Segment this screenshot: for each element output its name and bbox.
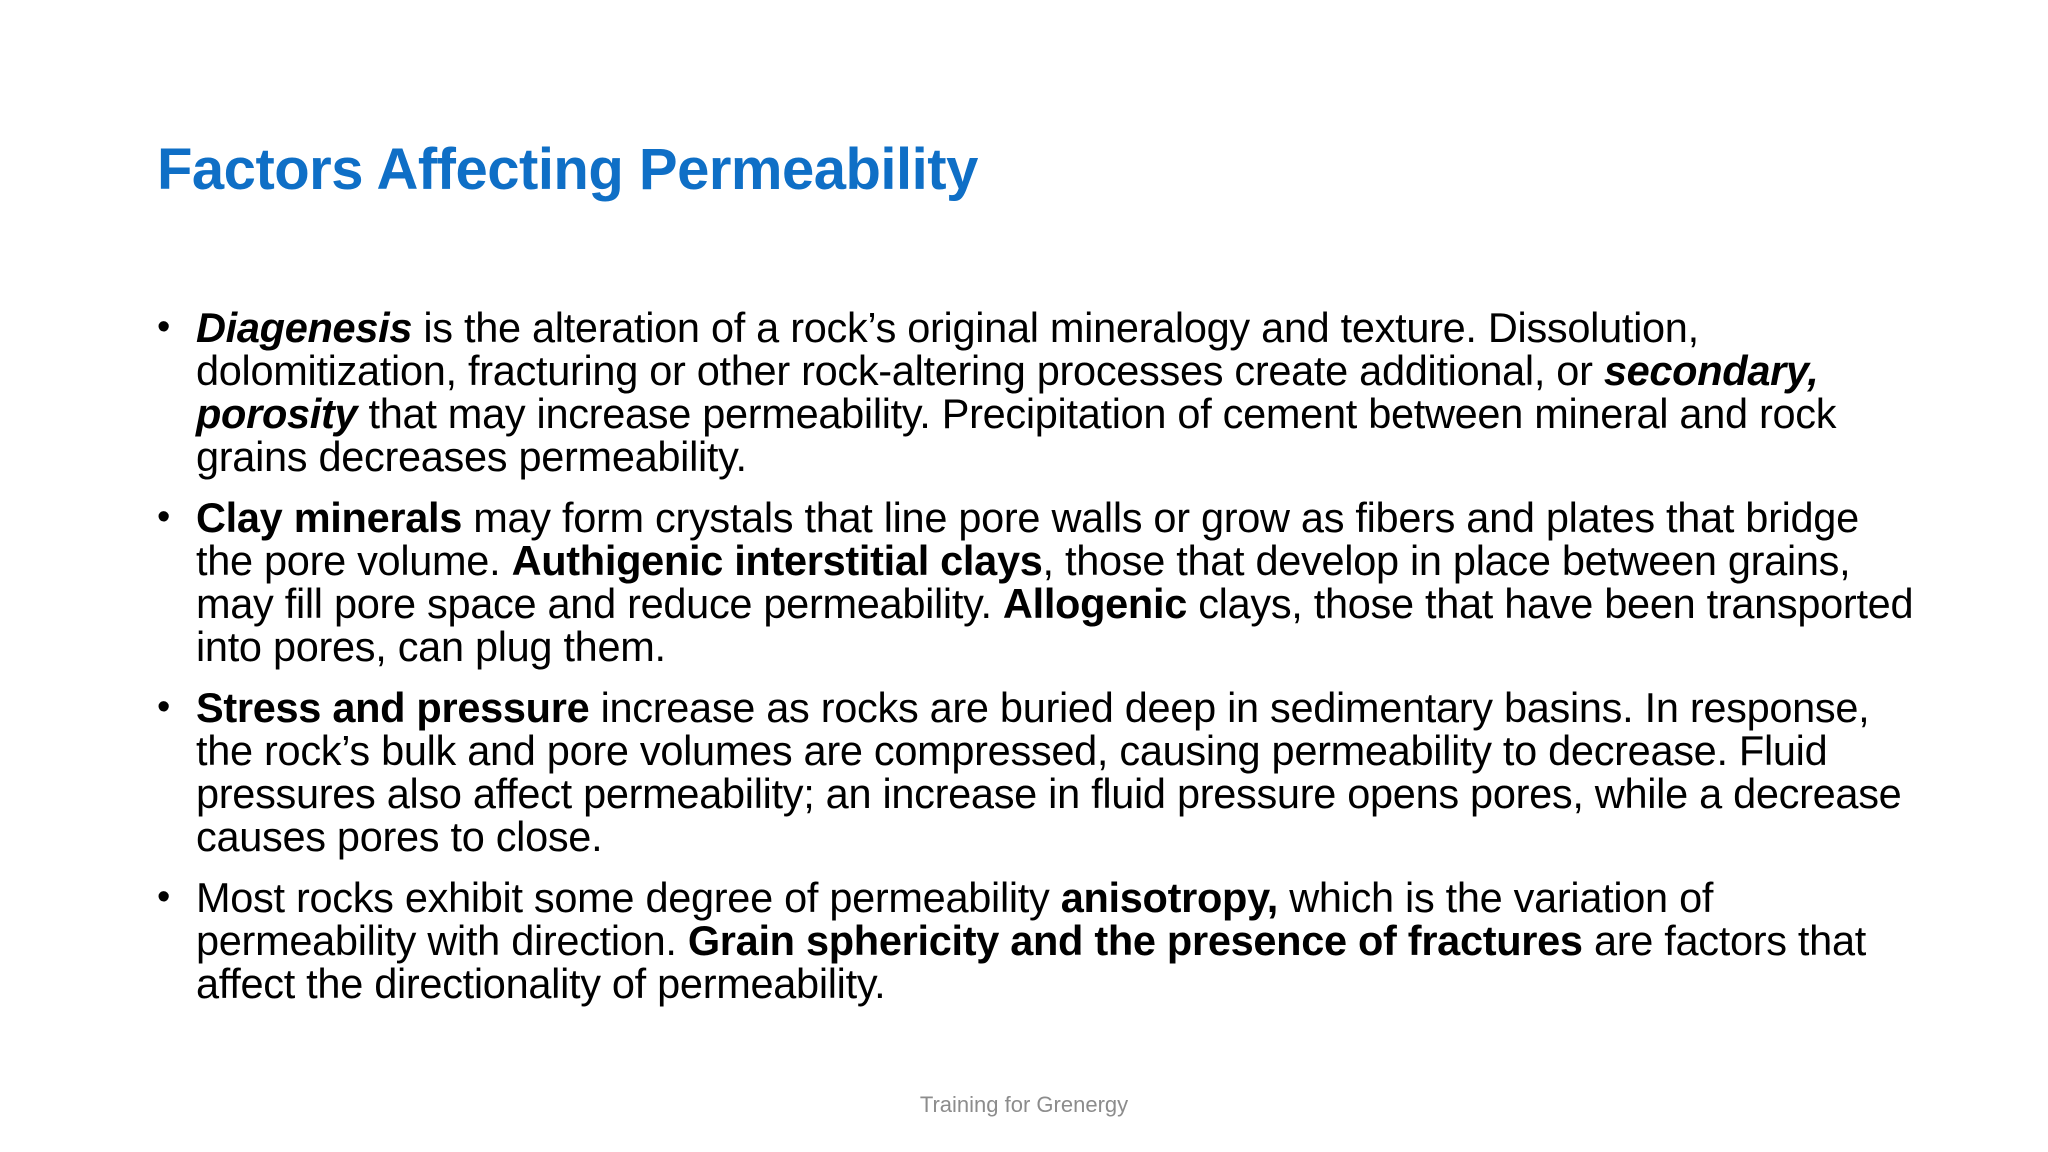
bullet-text-segment: clays, those that have been transported into pores, can plug them. xyxy=(196,580,1914,670)
bullet-text-segment: Clay minerals xyxy=(196,494,462,541)
bullet-text-segment: are factors that affect the directionality of permeability. xyxy=(196,917,1866,1007)
bullet-text-segment: which is the variation of permeability with direction. xyxy=(196,874,1714,964)
bullet-text-segment: , those that develop in place between grains, may fill pore space and reduce permeability. xyxy=(196,537,1851,627)
bullet-text-segment: Authigenic interstitial clays xyxy=(511,537,1043,584)
bullet-diagenesis xyxy=(157,306,1917,478)
bullet-text-segment: anisotropy, xyxy=(1060,874,1278,921)
bullet-clay-minerals xyxy=(157,496,1917,668)
bullet-text-segment: Allogenic xyxy=(1002,580,1187,627)
bullet-text-segment: is the alteration of a rock’s original mineralogy and texture. Dissolution, dolomitization, fracturing or other rock-altering processes create additional, or xyxy=(196,304,1699,394)
bullet-text-segment: increase as rocks are buried deep in sedimentary basins. In response, the rock’s bulk and pore volumes are compressed, causing permeability to decrease. Fluid pressures also affect permeability; an increase in fluid pressure opens pores, while a decrease causes pores to close. xyxy=(196,684,1902,860)
bullet-text-segment: Diagenesis xyxy=(196,304,413,351)
bullet-text-segment: that may increase permeability. Precipitation of cement between mineral and rock grains decreases permeability. xyxy=(196,390,1837,480)
slide-footer: Training for Grenergy xyxy=(919,1092,1129,1117)
slide-title: Factors Affecting Permeability xyxy=(157,137,978,202)
bullet-list xyxy=(157,306,1917,1023)
bullet-text-segment: secondary, porosity xyxy=(196,347,1819,437)
bullet-text-segment: Stress and pressure xyxy=(196,684,590,731)
bullet-text-segment: Most rocks exhibit some degree of permeability xyxy=(196,874,1061,921)
bullet-stress-pressure xyxy=(157,686,1917,858)
bullet-anisotropy xyxy=(157,876,1917,1005)
bullet-text-segment: Grain sphericity and the presence of fractures xyxy=(687,917,1583,964)
bullet-text-segment: may form crystals that line pore walls or grow as fibers and plates that bridge the pore volume. xyxy=(196,494,1859,584)
